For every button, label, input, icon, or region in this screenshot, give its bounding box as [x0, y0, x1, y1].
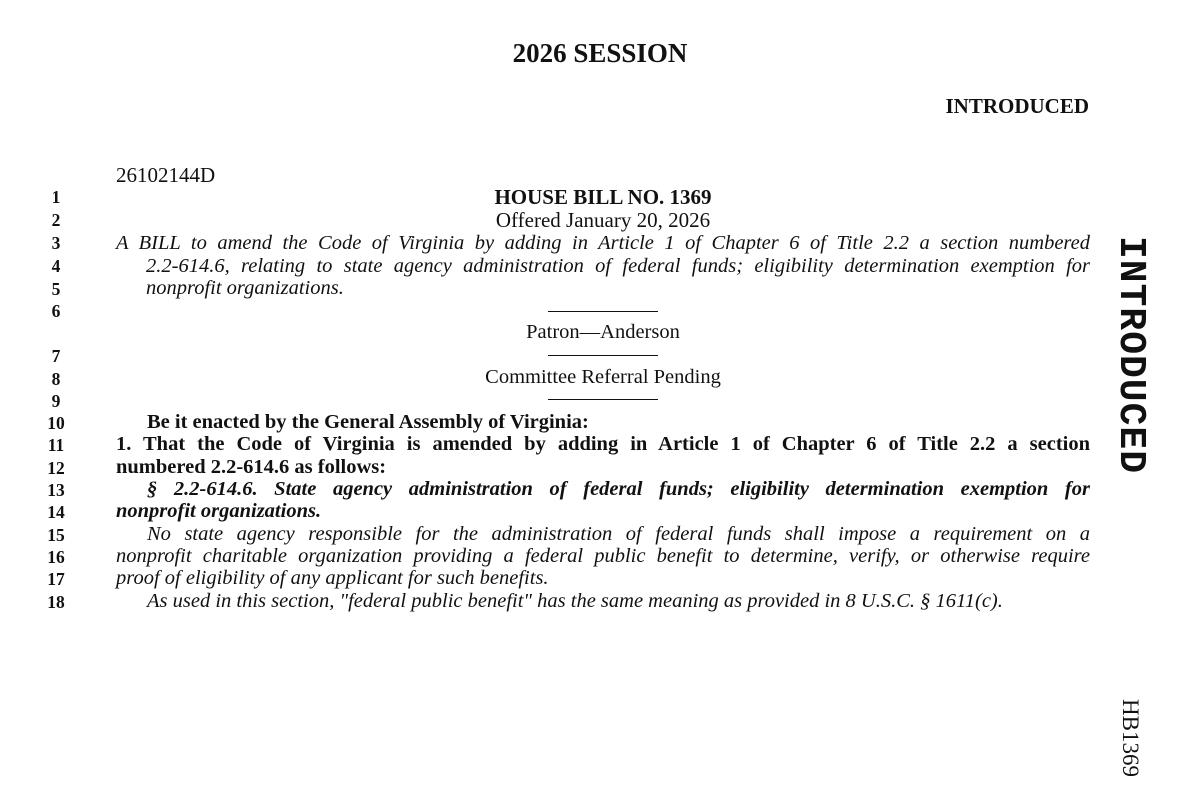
line-number: 18	[47, 592, 65, 612]
bill-summary-line: 2.2-614.6, relating to state agency administration of federal funds; eligibility determination exemption for	[146, 255, 1090, 277]
line-number: 1	[51, 187, 61, 207]
line-number: 9	[51, 391, 61, 411]
bill-code-label: HB1369	[1118, 699, 1143, 777]
line-number: 12	[47, 458, 65, 478]
enacting-clause: Be it enacted by the General Assembly of Virginia:	[147, 411, 589, 433]
section-intro-line: 1. That the Code of Virginia is amended by adding in Article 1 of Chapter 6 of Title 2.2 a section	[116, 433, 1090, 455]
section-intro-line: numbered 2.2-614.6 as follows:	[116, 456, 387, 478]
line-number: 3	[51, 233, 61, 253]
line-number: 2	[51, 210, 61, 230]
line-number: 6	[51, 301, 61, 321]
bill-summary-line: nonprofit organizations.	[146, 277, 344, 299]
line-number: 17	[47, 569, 65, 589]
session-heading: 2026 SESSION	[512, 38, 688, 68]
bill-summary-line: A BILL to amend the Code of Virginia by adding in Article 1 of Chapter 6 of Title 2.2 a section numbered	[116, 232, 1090, 254]
line-number: 10	[47, 413, 65, 433]
body-line: No state agency responsible for the administration of federal funds shall impose a requirement on a	[147, 523, 1090, 545]
line-number: 5	[51, 279, 61, 299]
introduced-stamp: INTRODUCED	[1109, 235, 1152, 475]
committee-referral: Committee Referral Pending	[485, 366, 721, 388]
offered-date: Offered January 20, 2026	[495, 208, 711, 232]
patron: Patron—Anderson	[526, 321, 680, 343]
bill-title: HOUSE BILL NO. 1369	[494, 185, 712, 209]
section-heading-line: nonprofit organizations.	[116, 500, 322, 522]
line-number: 14	[47, 502, 65, 522]
section-heading-line: § 2.2-614.6. State agency administration of federal funds; eligibility determination exemption for	[147, 478, 1090, 500]
document-id: 26102144D	[116, 163, 216, 187]
line-number: 11	[47, 435, 65, 455]
definition-line: As used in this section, "federal public benefit" has the same meaning as provided in 8 U.S.C. § 1611(c).	[147, 590, 1003, 612]
line-number: 8	[51, 369, 61, 389]
line-number: 13	[47, 480, 65, 500]
body-line: nonprofit charitable organization providing a federal public benefit to determine, verify, or otherwise require	[116, 545, 1090, 567]
separator-rule	[548, 355, 658, 356]
line-number: 7	[51, 346, 61, 366]
line-number: 16	[47, 547, 65, 567]
separator-rule	[548, 311, 658, 312]
line-number: 4	[51, 256, 61, 276]
line-number: 15	[47, 525, 65, 545]
separator-rule	[548, 399, 658, 400]
status-label: INTRODUCED	[945, 94, 1089, 118]
body-line: proof of eligibility of any applicant for such benefits.	[116, 567, 549, 589]
